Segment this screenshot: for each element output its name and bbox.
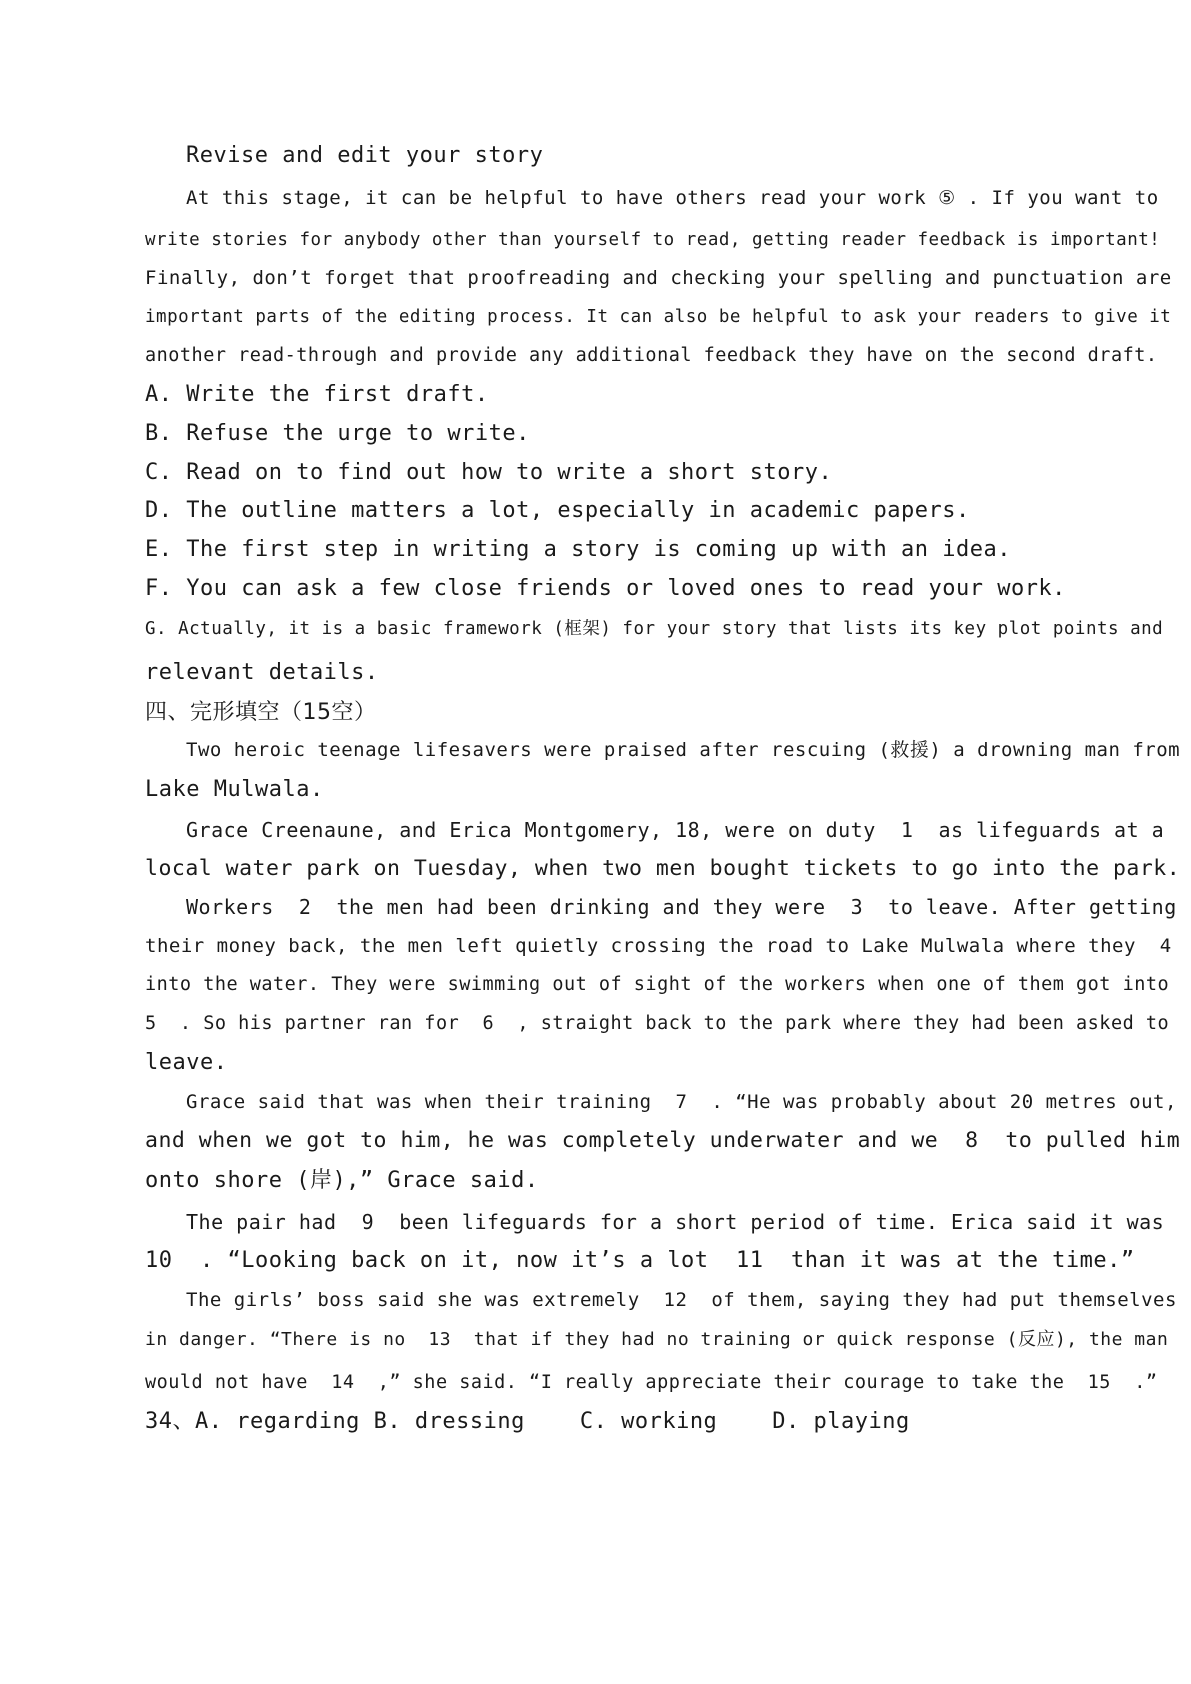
passage-line: onto shore (岸),” Grace said. [145,1168,539,1193]
paragraph-line: At this stage, it can be helpful to have others read your work ⑤ . If you want to [186,187,1159,209]
passage-line: would not have 14 ,” she said. “I really appreciate their courage to take the 15 .” [145,1372,1158,1393]
passage-line: local water park on Tuesday, when two men bought tickets to go into the park. [145,856,1181,881]
passage-line: into the water. They were swimming out of sight of the workers when one of them got into [145,974,1170,995]
option-g-continued: relevant details. [145,660,379,685]
question-34-options: 34、A. regarding B. dressing C. working D. playing [145,1409,910,1434]
option-c: C. Read on to find out how to write a short story. [145,460,833,485]
passage-line: 5 . So his partner ran for 6 , straight back to the park where they had been asked to [145,1013,1170,1034]
option-b: B. Refuse the urge to write. [145,421,530,446]
passage-line: Grace Creenaune, and Erica Montgomery, 18, were on duty 1 as lifeguards at a [186,818,1165,842]
passage-line: their money back, the men left quietly crossing the road to Lake Mulwala where they 4 [145,935,1172,957]
paragraph-line: Finally, don’t forget that proofreading and checking your spelling and punctuation are [145,267,1172,289]
cloze-section-heading: 四、完形填空（15空） [145,700,377,725]
passage-line: Lake Mulwala. [145,777,324,802]
passage-line: The girls’ boss said she was extremely 12 of them, saying they had put themselves [186,1289,1177,1311]
passage-line: leave. [145,1050,228,1075]
passage-line: and when we got to him, he was completely underwater and we 8 to pulled him [145,1128,1181,1153]
option-a: A. Write the first draft. [145,382,489,407]
option-g: G. Actually, it is a basic framework (框架) for your story that lists its key plot points and [145,619,1164,639]
passage-line: Workers 2 the men had been drinking and they were 3 to leave. After getting [186,895,1177,919]
option-d: D. The outline matters a lot, especially in academic papers. [145,498,970,523]
passage-line: Grace said that was when their training 7 . “He was probably about 20 metres out, [186,1091,1177,1113]
option-f: F. You can ask a few close friends or loved ones to read your work. [145,576,1066,601]
paragraph-line: write stories for anybody other than yourself to read, getting reader feedback is important! [145,230,1161,250]
paragraph-line: important parts of the editing process. It can also be helpful to ask your readers to give it [145,307,1172,327]
section-heading: Revise and edit your story [186,143,544,168]
option-e: E. The first step in writing a story is coming up with an idea. [145,537,1011,562]
passage-line: 10 . “Looking back on it, now it’s a lot 11 than it was at the time.” [145,1248,1135,1273]
paragraph-line: another read-through and provide any additional feedback they have on the second draft. [145,345,1158,366]
passage-line: in danger. “There is no 13 that if they had no training or quick response (反应), the man [145,1329,1169,1350]
passage-line: Two heroic teenage lifesavers were praised after rescuing (救援) a drowning man from [186,739,1181,761]
passage-line: The pair had 9 been lifeguards for a short period of time. Erica said it was [186,1210,1165,1234]
